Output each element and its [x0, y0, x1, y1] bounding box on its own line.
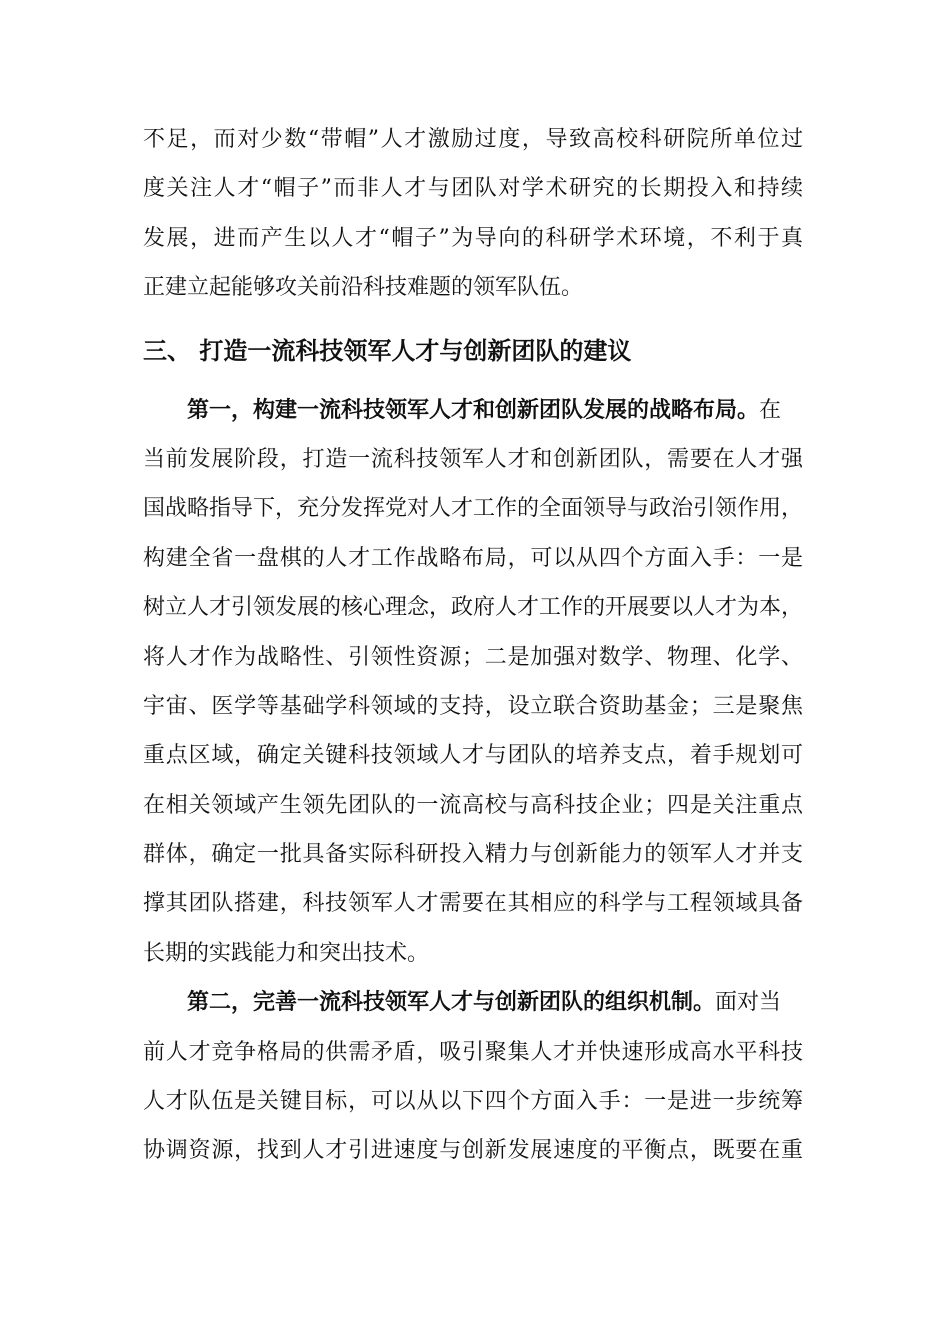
text-line: 当前发展阶段，打造一流科技领军人才和创新团队，需要在人才强: [143, 446, 803, 472]
text-line: 不足，而对少数“带帽”人才激励过度，导致高校科研院所单位过: [143, 127, 803, 152]
paragraph-strategic-layout: [143, 386, 803, 979]
paragraph-lead: 第二，完善一流科技领军人才与创新团队的组织机制。: [187, 990, 716, 1016]
paragraph-lead: 第一，构建一流科技领军人才和创新团队发展的战略布局。: [187, 397, 760, 423]
document-page: [143, 115, 803, 1176]
text-line: 国战略指导下，充分发挥党对人才工作的全面领导与政治引领作用，: [143, 496, 803, 522]
text-line: 发展，进而产生以人才“帽子”为导向的科研学术环境，不利于真: [143, 225, 803, 251]
text-line: 长期的实践能力和突出技术。: [143, 940, 430, 966]
text-line: 在相关领域产生领先团队的一流高校与高科技企业；四是关注重点: [143, 792, 803, 818]
text-line: 将人才作为战略性、引领性资源；二是加强对数学、物理、化学、: [143, 644, 803, 670]
text-line: 撑其团队搭建，科技领军人才需要在其相应的科学与工程领域具备: [143, 891, 803, 917]
text-line: 构建全省一盘棋的人才工作战略布局，可以从四个方面入手：一是: [143, 545, 803, 571]
text-line: 群体，确定一批具备实际科研投入精力与创新能力的领军人才并支: [143, 842, 803, 868]
text-line: 重点区域，确定关键科技领域人才与团队的培养支点，着手规划可: [143, 743, 803, 769]
text-line: 宇宙、医学等基础学科领域的支持，设立联合资助基金；三是聚焦: [143, 693, 803, 719]
paragraph-first-line: [143, 978, 803, 1027]
paragraph-first-line-tail: 在: [759, 397, 782, 423]
text-line: 前人才竞争格局的供需矛盾，吸引聚集人才并快速形成高水平科技: [143, 1039, 803, 1065]
text-line: 人才队伍是关键目标，可以从以下四个方面入手：一是进一步统筹: [143, 1089, 803, 1115]
text-line: 度关注人才“帽子”而非人才与团队对学术研究的长期投入和持续: [143, 176, 803, 202]
text-line: 正建立起能够攻关前沿科技难题的领军队伍。: [143, 275, 584, 301]
paragraph-organization-mechanism: [143, 978, 803, 1176]
text-line: 树立人才引领发展的核心理念，政府人才工作的开展要以人才为本，: [143, 595, 803, 621]
text-line: 协调资源，找到人才引进速度与创新发展速度的平衡点，既要在重: [143, 1138, 803, 1164]
paragraph-first-line-tail: 面对当: [715, 990, 782, 1016]
section-heading: 三、 打造一流科技领军人才与创新团队的建议: [143, 336, 632, 365]
paragraph-continued: [143, 115, 803, 313]
paragraph-first-line: [143, 386, 803, 435]
